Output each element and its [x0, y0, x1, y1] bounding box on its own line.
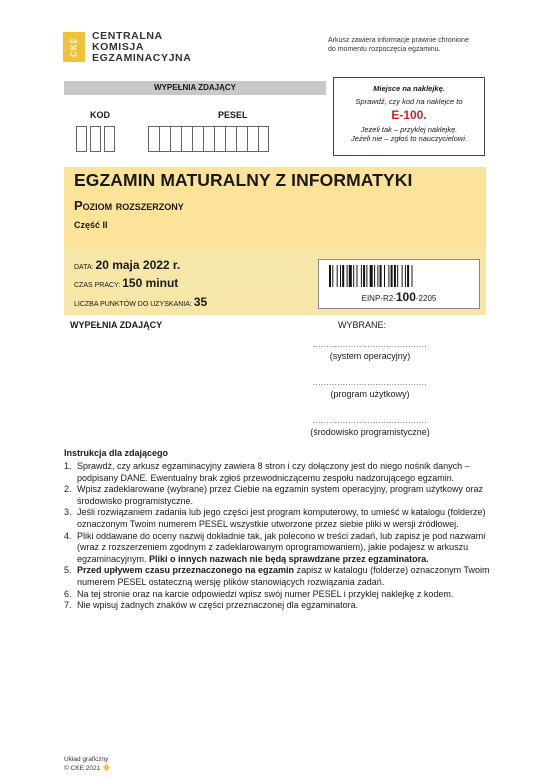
instruction-item: 2. Wpisz zadeklarowane (wybrane) przez Ciebie na egzamin system operacyjny, program użytkowy oraz środowisko programistyczne. [64, 484, 483, 506]
barcode-bar [397, 265, 398, 287]
barcode-bar [347, 265, 348, 287]
ide-input-line[interactable]: .......................................... [312, 416, 428, 425]
pesel-digit-box[interactable] [236, 126, 247, 152]
barcode-bar [394, 265, 396, 287]
kod-label: KOD [90, 110, 110, 120]
barcode-bar [388, 265, 389, 287]
pesel-digit-box[interactable] [258, 126, 269, 152]
footer-copyright: © CKE 2021 [64, 764, 109, 773]
app-choice[interactable] [300, 378, 440, 399]
pesel-digit-box[interactable] [148, 126, 159, 152]
barcode-bar [391, 265, 393, 287]
exam-points [74, 295, 207, 309]
barcode-bar [377, 265, 378, 287]
ide-choice[interactable] [290, 416, 450, 437]
pesel-digit-box[interactable] [225, 126, 236, 152]
barcode-bar [363, 265, 365, 287]
sticker-yes-text: Jeżeli tak – przyklej naklejkę. [360, 125, 458, 134]
pesel-digit-box[interactable] [181, 126, 192, 152]
kod-field[interactable] [76, 126, 118, 152]
pesel-digit-box[interactable] [203, 126, 214, 152]
instruction-item: 4. Pliki oddawane do oceny nazwij dokładnie tak, jak polecono w treści zadań, lub zapisz je pod nazwami (wraz z rozszerzeniem zgodnym z zadeklarowanym oprogramowaniem), jakie podajesz w arkuszu egzaminacyjnym. Pliki o innych nazwach nie będą sprawdzane przez egzaminatora. [64, 530, 486, 564]
os-choice[interactable] [300, 340, 440, 361]
instruction-item: 7. Nie wpisuj żadnych znaków w części przeznaczonej dla egzaminatora. [64, 600, 359, 611]
barcode-bar [366, 265, 367, 287]
sticker-title: Miejsce na naklejkę. [373, 84, 445, 93]
time-label: CZAS PRACY: [74, 282, 121, 289]
pesel-digit-box[interactable] [170, 126, 181, 152]
barcode-bar [412, 265, 413, 287]
sticker-code: E-100. [391, 108, 427, 122]
instruction-item: 5. Przed upływem czasu przeznaczonego na egzamin zapisz w katalogu (folderze) oznaczonym Twoim numerem PESEL ostateczną wersję plików stanowiących rozwiązania zadań. [64, 565, 490, 587]
exam-title: EGZAMIN MATURALNY Z INFORMATYKI [74, 170, 413, 190]
notice-line: Arkusz zawiera informacje prawnie chronione [328, 37, 469, 44]
points-value: 35 [193, 295, 208, 309]
barcode-box [318, 259, 480, 309]
barcode-bar [349, 265, 352, 287]
barcode-bar [380, 265, 382, 287]
cke-logo-text [92, 31, 191, 64]
fill-header-bar: WYPEŁNIA ZDAJĄCY [64, 81, 326, 95]
exam-level: Poziom rozszerzony [74, 198, 184, 213]
kod-digit-box[interactable] [76, 126, 87, 152]
barcode-bar [342, 265, 344, 287]
pesel-label: PESEL [218, 110, 248, 120]
sticker-no-text: Jeżeli nie – zgłoś to nauczycielowi. [351, 134, 467, 143]
instruction-item: 6. Na tej stronie oraz na karcie odpowiedzi wpisz swój numer PESEL i przyklej naklejkę z kodem. [64, 588, 454, 599]
os-input-line[interactable]: .......................................... [312, 340, 428, 349]
barcode-text: EINP-R2-100-2205 [361, 290, 437, 304]
footer-layout-text: Układ graficzny [64, 756, 109, 763]
diamond-icon [103, 764, 110, 771]
exam-duration [74, 276, 178, 290]
barcode-icon [329, 265, 469, 287]
pesel-digit-box[interactable] [247, 126, 258, 152]
barcode-bar [370, 265, 373, 287]
logo-line: CENTRALNA [92, 30, 163, 42]
os-caption: (system operacyjny) [329, 351, 411, 361]
choices-right-label: WYBRANE: [338, 320, 387, 330]
sticker-check-text: Sprawdź, czy kod na naklejce to [355, 97, 463, 106]
legal-notice [328, 36, 498, 54]
cke-logo-mark: CKE [63, 32, 85, 62]
instruction-item: 3. Jeśli rozwiązaniem zadania lub jego części jest program komputerowy, to umieść w katalogu (folderze) oznaczonym Twoim numerem PESEL wszystkie utworzone przez siebie pliki w wersji źródłowej. [64, 507, 486, 529]
barcode-bar [405, 265, 406, 287]
barcode-bar [329, 265, 331, 287]
barcode-bar [357, 265, 358, 287]
pesel-digit-box[interactable] [214, 126, 225, 152]
notice-line: do momentu rozpoczęcia egzaminu. [328, 46, 441, 53]
footer [64, 755, 109, 773]
logo-line: KOMISJA [92, 41, 145, 53]
barcode-bar [407, 265, 409, 287]
pesel-field[interactable] [148, 126, 269, 152]
ide-caption: (środowisko programistyczne) [310, 427, 430, 437]
time-value: 150 minut [122, 276, 179, 290]
kod-digit-box[interactable] [90, 126, 101, 152]
instructions-title: Instrukcja dla zdającego [64, 448, 169, 458]
exam-date [74, 258, 180, 272]
points-label: LICZBA PUNKTÓW DO UZYSKANIA: [74, 301, 192, 308]
instructions-list [64, 461, 504, 612]
date-label: DATA: [74, 264, 94, 271]
instruction-item: 1. Sprawdź, czy arkusz egzaminacyjny zawiera 8 stron i czy dołączony jest do niego nośnik danych – podpisany DANE. Ewentualny brak zgłoś przewodniczącemu zespołu nadzorującego egzamin. [64, 461, 470, 483]
choices-left-label: WYPEŁNIA ZDAJĄCY [70, 320, 163, 330]
barcode-bar [361, 265, 362, 287]
sticker-area[interactable] [333, 77, 485, 156]
exam-part: Część II [74, 220, 108, 230]
pesel-digit-box[interactable] [159, 126, 170, 152]
barcode-bar [374, 265, 375, 287]
barcode-bar [337, 265, 338, 287]
barcode-bar [384, 265, 385, 287]
kod-digit-box[interactable] [104, 126, 115, 152]
logo-line: EGZAMINACYJNA [92, 52, 192, 64]
pesel-digit-box[interactable] [192, 126, 203, 152]
barcode-bar [402, 265, 403, 287]
date-value: 20 maja 2022 r. [95, 258, 181, 272]
app-caption: (program użytkowy) [330, 389, 410, 399]
barcode-bar [340, 265, 341, 287]
barcode-bar [353, 265, 354, 287]
barcode-bar [332, 265, 333, 287]
app-input-line[interactable]: .......................................... [312, 378, 428, 387]
